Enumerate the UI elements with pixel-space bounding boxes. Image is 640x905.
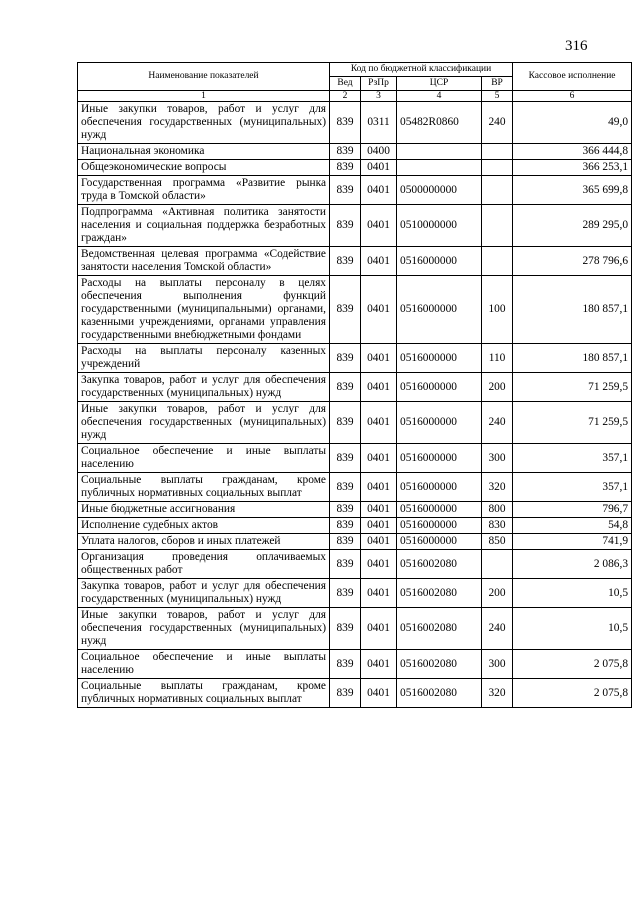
row-csr: 0500000000 (397, 176, 482, 205)
row-rzpr: 0400 (361, 144, 397, 160)
row-amount: 71 259,5 (513, 402, 632, 444)
row-amount: 10,5 (513, 579, 632, 608)
row-amount: 366 253,1 (513, 160, 632, 176)
row-amount: 278 796,6 (513, 247, 632, 276)
row-name: Организация проведения оплачиваемых общественных работ (78, 550, 330, 579)
row-csr: 0516000000 (397, 444, 482, 473)
row-rzpr: 0401 (361, 160, 397, 176)
table-row (78, 205, 632, 247)
row-name: Иные закупки товаров, работ и услуг для обеспечения государственных (муниципальных) нужд (78, 608, 330, 650)
row-csr: 0516000000 (397, 502, 482, 518)
table-row (78, 176, 632, 205)
row-name: Расходы на выплаты персоналу казенных учреждений (78, 344, 330, 373)
row-ved: 839 (330, 579, 361, 608)
row-csr: 0516000000 (397, 518, 482, 534)
row-ved: 839 (330, 550, 361, 579)
row-amount: 366 444,8 (513, 144, 632, 160)
row-rzpr: 0401 (361, 473, 397, 502)
row-vr (482, 176, 513, 205)
budget-table (77, 62, 632, 708)
row-rzpr: 0401 (361, 247, 397, 276)
row-vr: 200 (482, 579, 513, 608)
row-rzpr: 0401 (361, 444, 397, 473)
row-csr: 0516000000 (397, 247, 482, 276)
row-rzpr: 0401 (361, 550, 397, 579)
table-row (78, 247, 632, 276)
row-ved: 839 (330, 247, 361, 276)
row-ved: 839 (330, 679, 361, 708)
row-name: Иные закупки товаров, работ и услуг для обеспечения государственных (муниципальных) нужд (78, 402, 330, 444)
table-row (78, 502, 632, 518)
row-amount: 365 699,8 (513, 176, 632, 205)
header-name: Наименование показателей (78, 63, 330, 91)
page-number: 316 (565, 38, 588, 54)
row-csr: 0516000000 (397, 534, 482, 550)
row-vr: 200 (482, 373, 513, 402)
header-ved: Вед (330, 77, 361, 91)
row-amount: 10,5 (513, 608, 632, 650)
row-vr: 850 (482, 534, 513, 550)
row-name: Общеэкономические вопросы (78, 160, 330, 176)
table-body (78, 102, 632, 708)
row-ved: 839 (330, 373, 361, 402)
row-rzpr: 0401 (361, 176, 397, 205)
row-rzpr: 0401 (361, 579, 397, 608)
row-rzpr: 0311 (361, 102, 397, 144)
row-amount: 2 075,8 (513, 679, 632, 708)
table-row (78, 373, 632, 402)
row-ved: 839 (330, 176, 361, 205)
row-ved: 839 (330, 205, 361, 247)
row-vr: 240 (482, 102, 513, 144)
table-row (78, 679, 632, 708)
row-rzpr: 0401 (361, 373, 397, 402)
row-name: Государственная программа «Развитие рынка труда в Томской области» (78, 176, 330, 205)
row-csr: 0516000000 (397, 344, 482, 373)
row-rzpr: 0401 (361, 650, 397, 679)
row-name: Социальное обеспечение и иные выплаты населению (78, 444, 330, 473)
table-row (78, 344, 632, 373)
row-ved: 839 (330, 473, 361, 502)
row-vr: 800 (482, 502, 513, 518)
row-csr: 0516000000 (397, 402, 482, 444)
row-ved: 839 (330, 650, 361, 679)
row-csr: 0516000000 (397, 373, 482, 402)
column-number: 5 (482, 91, 513, 102)
row-name: Ведомственная целевая программа «Содействие занятости населения Томской области» (78, 247, 330, 276)
row-rzpr: 0401 (361, 502, 397, 518)
row-name: Расходы на выплаты персоналу в целях обеспечения выполнения функций государственными (муниципальными) органами, казенными учреждениями, органами управления государственными внебюджетными фондами (78, 276, 330, 344)
row-csr: 0510000000 (397, 205, 482, 247)
row-vr: 240 (482, 608, 513, 650)
row-amount: 54,8 (513, 518, 632, 534)
column-numbers-row (78, 91, 632, 102)
table-row (78, 276, 632, 344)
row-vr (482, 144, 513, 160)
table-row (78, 518, 632, 534)
row-rzpr: 0401 (361, 518, 397, 534)
header-rzpr: РзПр (361, 77, 397, 91)
row-ved: 839 (330, 534, 361, 550)
row-vr: 100 (482, 276, 513, 344)
row-csr: 0516002080 (397, 550, 482, 579)
row-name: Закупка товаров, работ и услуг для обеспечения государственных (муниципальных) нужд (78, 373, 330, 402)
row-vr: 240 (482, 402, 513, 444)
row-vr: 300 (482, 650, 513, 679)
row-name: Закупка товаров, работ и услуг для обеспечения государственных (муниципальных) нужд (78, 579, 330, 608)
row-vr (482, 247, 513, 276)
row-name: Уплата налогов, сборов и иных платежей (78, 534, 330, 550)
column-number: 4 (397, 91, 482, 102)
table-row (78, 473, 632, 502)
row-amount: 180 857,1 (513, 276, 632, 344)
header-vr: ВР (482, 77, 513, 91)
row-csr: 0516002080 (397, 608, 482, 650)
row-name: Иные бюджетные ассигнования (78, 502, 330, 518)
row-csr: 0516000000 (397, 473, 482, 502)
table-row (78, 650, 632, 679)
table-row (78, 144, 632, 160)
row-csr: 0516002080 (397, 650, 482, 679)
table-row (78, 579, 632, 608)
row-rzpr: 0401 (361, 205, 397, 247)
table-row (78, 608, 632, 650)
row-csr (397, 160, 482, 176)
row-ved: 839 (330, 444, 361, 473)
row-ved: 839 (330, 144, 361, 160)
table-row (78, 402, 632, 444)
row-amount: 289 295,0 (513, 205, 632, 247)
row-ved: 839 (330, 402, 361, 444)
row-vr: 320 (482, 473, 513, 502)
row-csr: 0516002080 (397, 679, 482, 708)
row-name: Иные закупки товаров, работ и услуг для обеспечения государственных (муниципальных) нужд (78, 102, 330, 144)
row-amount: 49,0 (513, 102, 632, 144)
row-amount: 357,1 (513, 473, 632, 502)
row-vr (482, 550, 513, 579)
table-row (78, 550, 632, 579)
row-rzpr: 0401 (361, 679, 397, 708)
table-row (78, 444, 632, 473)
row-ved: 839 (330, 502, 361, 518)
row-vr: 110 (482, 344, 513, 373)
row-csr: 05482R0860 (397, 102, 482, 144)
row-amount: 2 086,3 (513, 550, 632, 579)
row-vr (482, 205, 513, 247)
row-vr (482, 160, 513, 176)
column-number: 6 (513, 91, 632, 102)
row-rzpr: 0401 (361, 608, 397, 650)
row-amount: 2 075,8 (513, 650, 632, 679)
row-name: Национальная экономика (78, 144, 330, 160)
row-name: Социальное обеспечение и иные выплаты населению (78, 650, 330, 679)
row-ved: 839 (330, 276, 361, 344)
row-ved: 839 (330, 102, 361, 144)
row-name: Социальные выплаты гражданам, кроме публичных нормативных социальных выплат (78, 473, 330, 502)
table-row (78, 102, 632, 144)
row-amount: 180 857,1 (513, 344, 632, 373)
row-amount: 741,9 (513, 534, 632, 550)
row-rzpr: 0401 (361, 402, 397, 444)
row-csr: 0516000000 (397, 276, 482, 344)
table-header (78, 63, 632, 102)
row-name: Подпрограмма «Активная политика занятости населения и социальная поддержка безработных граждан» (78, 205, 330, 247)
row-rzpr: 0401 (361, 344, 397, 373)
header-amount: Кассовое исполнение (513, 63, 632, 91)
row-rzpr: 0401 (361, 534, 397, 550)
row-amount: 796,7 (513, 502, 632, 518)
row-csr: 0516002080 (397, 579, 482, 608)
row-name: Исполнение судебных актов (78, 518, 330, 534)
row-ved: 839 (330, 344, 361, 373)
column-number: 2 (330, 91, 361, 102)
row-amount: 357,1 (513, 444, 632, 473)
row-vr: 320 (482, 679, 513, 708)
row-csr (397, 144, 482, 160)
table-row (78, 534, 632, 550)
row-amount: 71 259,5 (513, 373, 632, 402)
header-code-group: Код по бюджетной классификации (330, 63, 513, 77)
row-name: Социальные выплаты гражданам, кроме публичных нормативных социальных выплат (78, 679, 330, 708)
header-csr: ЦСР (397, 77, 482, 91)
column-number: 3 (361, 91, 397, 102)
row-vr: 830 (482, 518, 513, 534)
table-row (78, 160, 632, 176)
row-vr: 300 (482, 444, 513, 473)
row-ved: 839 (330, 518, 361, 534)
row-rzpr: 0401 (361, 276, 397, 344)
column-number: 1 (78, 91, 330, 102)
row-ved: 839 (330, 608, 361, 650)
row-ved: 839 (330, 160, 361, 176)
